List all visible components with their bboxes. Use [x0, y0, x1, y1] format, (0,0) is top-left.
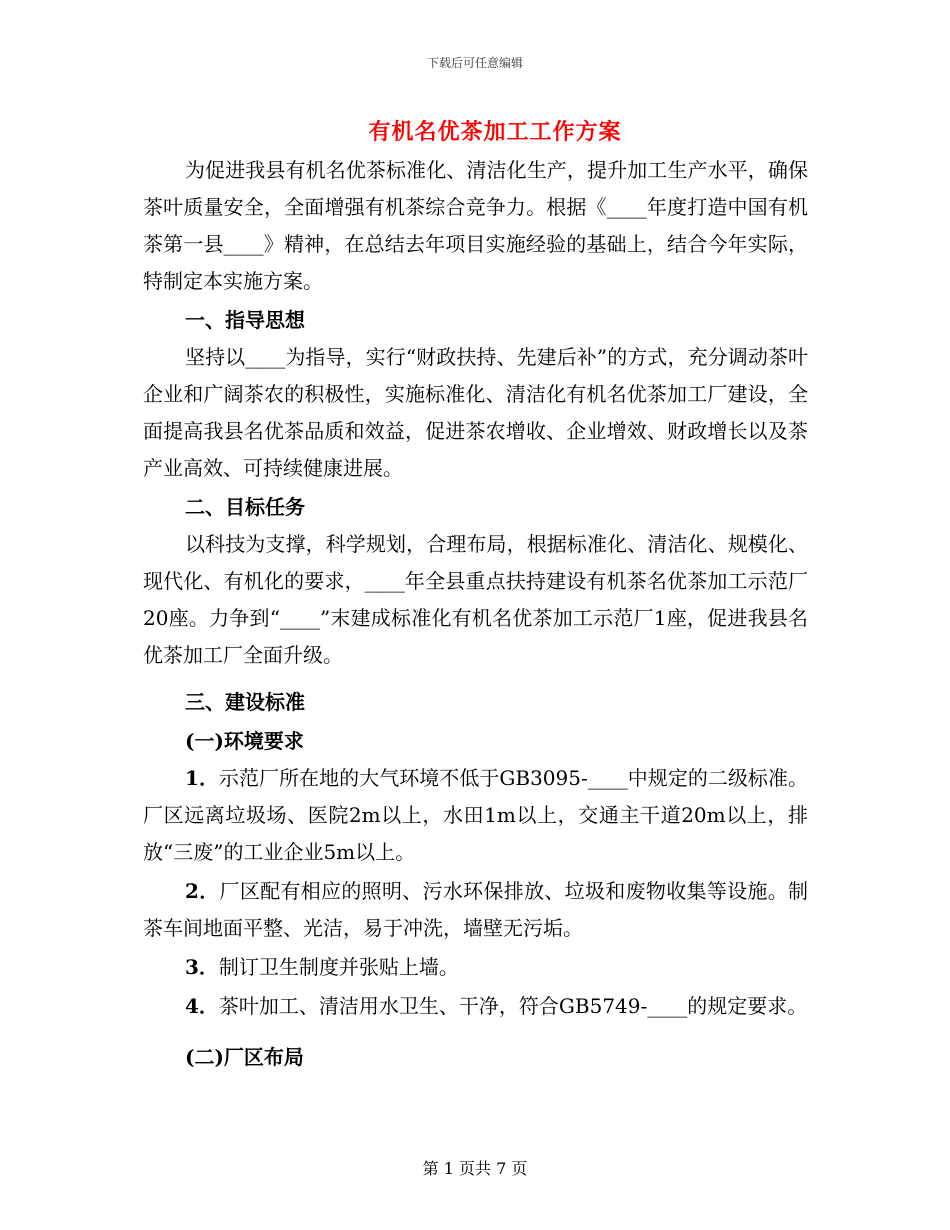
document-title: 有机名优茶加工工作方案: [368, 119, 622, 145]
targets-paragraph: 以科技为支撑，科学规划，合理布局，根据标准化、清洁化、规模化、现代化、有机化的要求，____年全县重点扶持建设有机茶名优茶加工示范厂20座。力争到“____”末建成标准化有机名优茶加工示范厂1座，促进我县名优茶加工厂全面升级。: [143, 532, 808, 667]
guiding-ideology-paragraph: 坚持以____为指导，实行“财政扶持、先建后补”的方式，充分调动茶叶企业和广阔茶农的积极性，实施标准化、清洁化有机名优茶加工厂建设，全面提高我县名优茶品质和效益，促进茶农增收、企业增效、财政增长以及茶产业高效、可持续健康进展。: [143, 345, 808, 480]
document-body: [143, 152, 808, 1076]
section-heading-standards: 三、建设标准: [185, 690, 305, 714]
section-heading-targets: 二、目标任务: [185, 495, 305, 519]
item-number: 4．: [185, 994, 219, 1018]
intro-paragraph: 为促进我县有机名优茶标准化、清洁化生产，提升加工生产水平，确保茶叶质量安全，全面增强有机茶综合竞争力。根据《____年度打造中国有机茶第一县____》精神，在总结去年项目实施经验的基础上，结合今年实际，特制定本实施方案。: [143, 158, 808, 293]
subsection-heading-environment: (一)环境要求: [185, 729, 304, 753]
environment-item-2: [143, 873, 808, 947]
subsection-heading-layout: (二)厂区布局: [185, 1045, 304, 1069]
item-text: 示范厂所在地的大气环境不低于GB3095-____中规定的二级标准。厂区远离垃圾场、医院2m以上，水田1m以上，交通主干道20m以上，排放“三废”的工业企业5m以上。: [143, 766, 808, 864]
environment-item-1: [143, 760, 808, 871]
section-heading-guiding-ideology: 一、指导思想: [185, 308, 305, 332]
header-note: 下载后可任意编辑: [426, 56, 523, 70]
item-text: 茶叶加工、清洁用水卫生、干净，符合GB5749-____的规定要求。: [218, 994, 808, 1018]
page-number: 第 1 页共 7 页: [422, 1159, 528, 1178]
item-number: 1．: [185, 766, 219, 790]
item-number: 2．: [185, 879, 220, 903]
environment-item-3: [143, 949, 808, 986]
environment-item-4: [143, 988, 808, 1025]
item-text: 厂区配有相应的照明、污水环保排放、垃圾和废物收集等设施。制茶车间地面平整、光洁，易于冲洗，墙壁无污垢。: [143, 879, 809, 940]
item-text: 制订卫生制度并张贴上墙。: [218, 955, 459, 979]
item-number: 3．: [185, 955, 219, 979]
